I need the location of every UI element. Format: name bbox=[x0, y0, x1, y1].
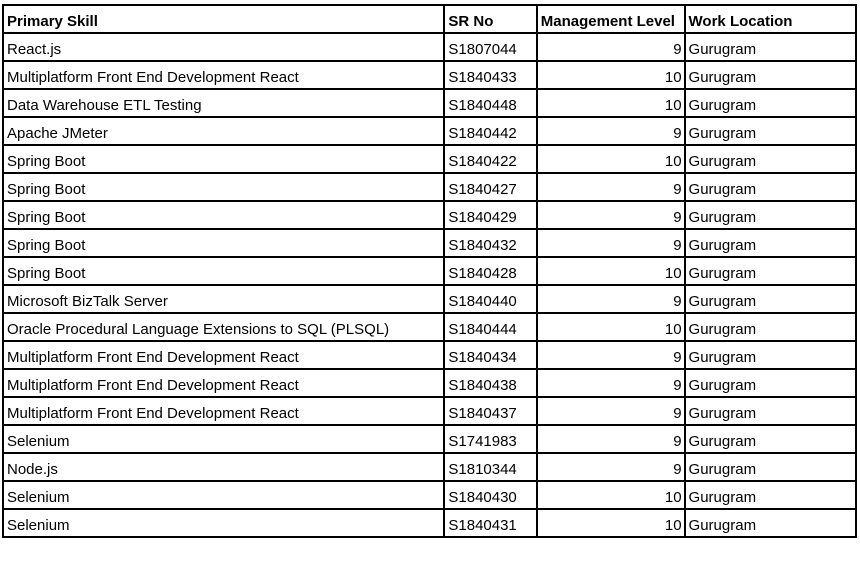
cell-primary-skill[interactable]: Node.js bbox=[3, 453, 444, 481]
header-primary-skill[interactable]: Primary Skill bbox=[3, 5, 444, 33]
cell-work-location[interactable]: Gurugram bbox=[685, 229, 856, 257]
cell-management-level[interactable]: 9 bbox=[537, 341, 685, 369]
cell-primary-skill[interactable]: Spring Boot bbox=[3, 229, 444, 257]
cell-management-level[interactable]: 9 bbox=[537, 425, 685, 453]
table-row bbox=[3, 425, 856, 453]
header-row bbox=[3, 5, 856, 33]
cell-sr-no[interactable]: S1840440 bbox=[444, 285, 536, 313]
cell-work-location[interactable]: Gurugram bbox=[685, 117, 856, 145]
cell-sr-no[interactable]: S1840427 bbox=[444, 173, 536, 201]
cell-management-level[interactable]: 10 bbox=[537, 481, 685, 509]
cell-primary-skill[interactable]: Microsoft BizTalk Server bbox=[3, 285, 444, 313]
cell-work-location[interactable]: Gurugram bbox=[685, 285, 856, 313]
cell-primary-skill[interactable]: Multiplatform Front End Development React bbox=[3, 341, 444, 369]
cell-work-location[interactable]: Gurugram bbox=[685, 89, 856, 117]
table-row bbox=[3, 341, 856, 369]
cell-sr-no[interactable]: S1840437 bbox=[444, 397, 536, 425]
cell-sr-no[interactable]: S1840433 bbox=[444, 61, 536, 89]
cell-sr-no[interactable]: S1807044 bbox=[444, 33, 536, 61]
cell-primary-skill[interactable]: React.js bbox=[3, 33, 444, 61]
table-row bbox=[3, 285, 856, 313]
table-row bbox=[3, 61, 856, 89]
cell-sr-no[interactable]: S1840429 bbox=[444, 201, 536, 229]
cell-sr-no[interactable]: S1840442 bbox=[444, 117, 536, 145]
cell-sr-no[interactable]: S1840444 bbox=[444, 313, 536, 341]
cell-work-location[interactable]: Gurugram bbox=[685, 509, 856, 537]
table-row bbox=[3, 369, 856, 397]
cell-work-location[interactable]: Gurugram bbox=[685, 61, 856, 89]
skills-table bbox=[2, 4, 857, 538]
table-row bbox=[3, 173, 856, 201]
cell-primary-skill[interactable]: Selenium bbox=[3, 509, 444, 537]
cell-primary-skill[interactable]: Multiplatform Front End Development React bbox=[3, 61, 444, 89]
table-row bbox=[3, 89, 856, 117]
table-row bbox=[3, 201, 856, 229]
cell-primary-skill[interactable]: Multiplatform Front End Development React bbox=[3, 369, 444, 397]
cell-sr-no[interactable]: S1741983 bbox=[444, 425, 536, 453]
cell-primary-skill[interactable]: Apache JMeter bbox=[3, 117, 444, 145]
cell-management-level[interactable]: 10 bbox=[537, 257, 685, 285]
cell-primary-skill[interactable]: Data Warehouse ETL Testing bbox=[3, 89, 444, 117]
table-row bbox=[3, 33, 856, 61]
cell-management-level[interactable]: 9 bbox=[537, 33, 685, 61]
cell-sr-no[interactable]: S1840431 bbox=[444, 509, 536, 537]
table-row bbox=[3, 313, 856, 341]
table-row bbox=[3, 481, 856, 509]
cell-primary-skill[interactable]: Spring Boot bbox=[3, 145, 444, 173]
cell-sr-no[interactable]: S1840428 bbox=[444, 257, 536, 285]
table-row bbox=[3, 145, 856, 173]
header-management-level[interactable]: Management Level bbox=[537, 5, 685, 33]
cell-primary-skill[interactable]: Oracle Procedural Language Extensions to SQL (PLSQL) bbox=[3, 313, 444, 341]
table-row bbox=[3, 257, 856, 285]
cell-management-level[interactable]: 9 bbox=[537, 369, 685, 397]
cell-sr-no[interactable]: S1810344 bbox=[444, 453, 536, 481]
cell-work-location[interactable]: Gurugram bbox=[685, 481, 856, 509]
cell-work-location[interactable]: Gurugram bbox=[685, 453, 856, 481]
cell-management-level[interactable]: 9 bbox=[537, 173, 685, 201]
cell-management-level[interactable]: 10 bbox=[537, 509, 685, 537]
cell-work-location[interactable]: Gurugram bbox=[685, 257, 856, 285]
cell-work-location[interactable]: Gurugram bbox=[685, 313, 856, 341]
cell-management-level[interactable]: 9 bbox=[537, 453, 685, 481]
cell-sr-no[interactable]: S1840434 bbox=[444, 341, 536, 369]
table-row bbox=[3, 453, 856, 481]
cell-management-level[interactable]: 9 bbox=[537, 229, 685, 257]
cell-work-location[interactable]: Gurugram bbox=[685, 33, 856, 61]
cell-sr-no[interactable]: S1840448 bbox=[444, 89, 536, 117]
cell-work-location[interactable]: Gurugram bbox=[685, 369, 856, 397]
cell-primary-skill[interactable]: Spring Boot bbox=[3, 201, 444, 229]
cell-management-level[interactable]: 9 bbox=[537, 397, 685, 425]
cell-sr-no[interactable]: S1840438 bbox=[444, 369, 536, 397]
cell-primary-skill[interactable]: Selenium bbox=[3, 425, 444, 453]
cell-management-level[interactable]: 9 bbox=[537, 285, 685, 313]
table-row bbox=[3, 117, 856, 145]
cell-primary-skill[interactable]: Spring Boot bbox=[3, 257, 444, 285]
cell-work-location[interactable]: Gurugram bbox=[685, 425, 856, 453]
cell-sr-no[interactable]: S1840432 bbox=[444, 229, 536, 257]
cell-primary-skill[interactable]: Selenium bbox=[3, 481, 444, 509]
cell-work-location[interactable]: Gurugram bbox=[685, 173, 856, 201]
table-row bbox=[3, 397, 856, 425]
cell-work-location[interactable]: Gurugram bbox=[685, 397, 856, 425]
cell-management-level[interactable]: 10 bbox=[537, 61, 685, 89]
cell-management-level[interactable]: 9 bbox=[537, 201, 685, 229]
cell-management-level[interactable]: 10 bbox=[537, 313, 685, 341]
cell-primary-skill[interactable]: Spring Boot bbox=[3, 173, 444, 201]
cell-work-location[interactable]: Gurugram bbox=[685, 341, 856, 369]
cell-work-location[interactable]: Gurugram bbox=[685, 201, 856, 229]
cell-management-level[interactable]: 10 bbox=[537, 89, 685, 117]
cell-management-level[interactable]: 9 bbox=[537, 117, 685, 145]
cell-management-level[interactable]: 10 bbox=[537, 145, 685, 173]
header-sr-no[interactable]: SR No bbox=[444, 5, 536, 33]
header-work-location[interactable]: Work Location bbox=[685, 5, 856, 33]
cell-primary-skill[interactable]: Multiplatform Front End Development React bbox=[3, 397, 444, 425]
cell-sr-no[interactable]: S1840430 bbox=[444, 481, 536, 509]
cell-work-location[interactable]: Gurugram bbox=[685, 145, 856, 173]
cell-sr-no[interactable]: S1840422 bbox=[444, 145, 536, 173]
table-row bbox=[3, 229, 856, 257]
table-row bbox=[3, 509, 856, 537]
